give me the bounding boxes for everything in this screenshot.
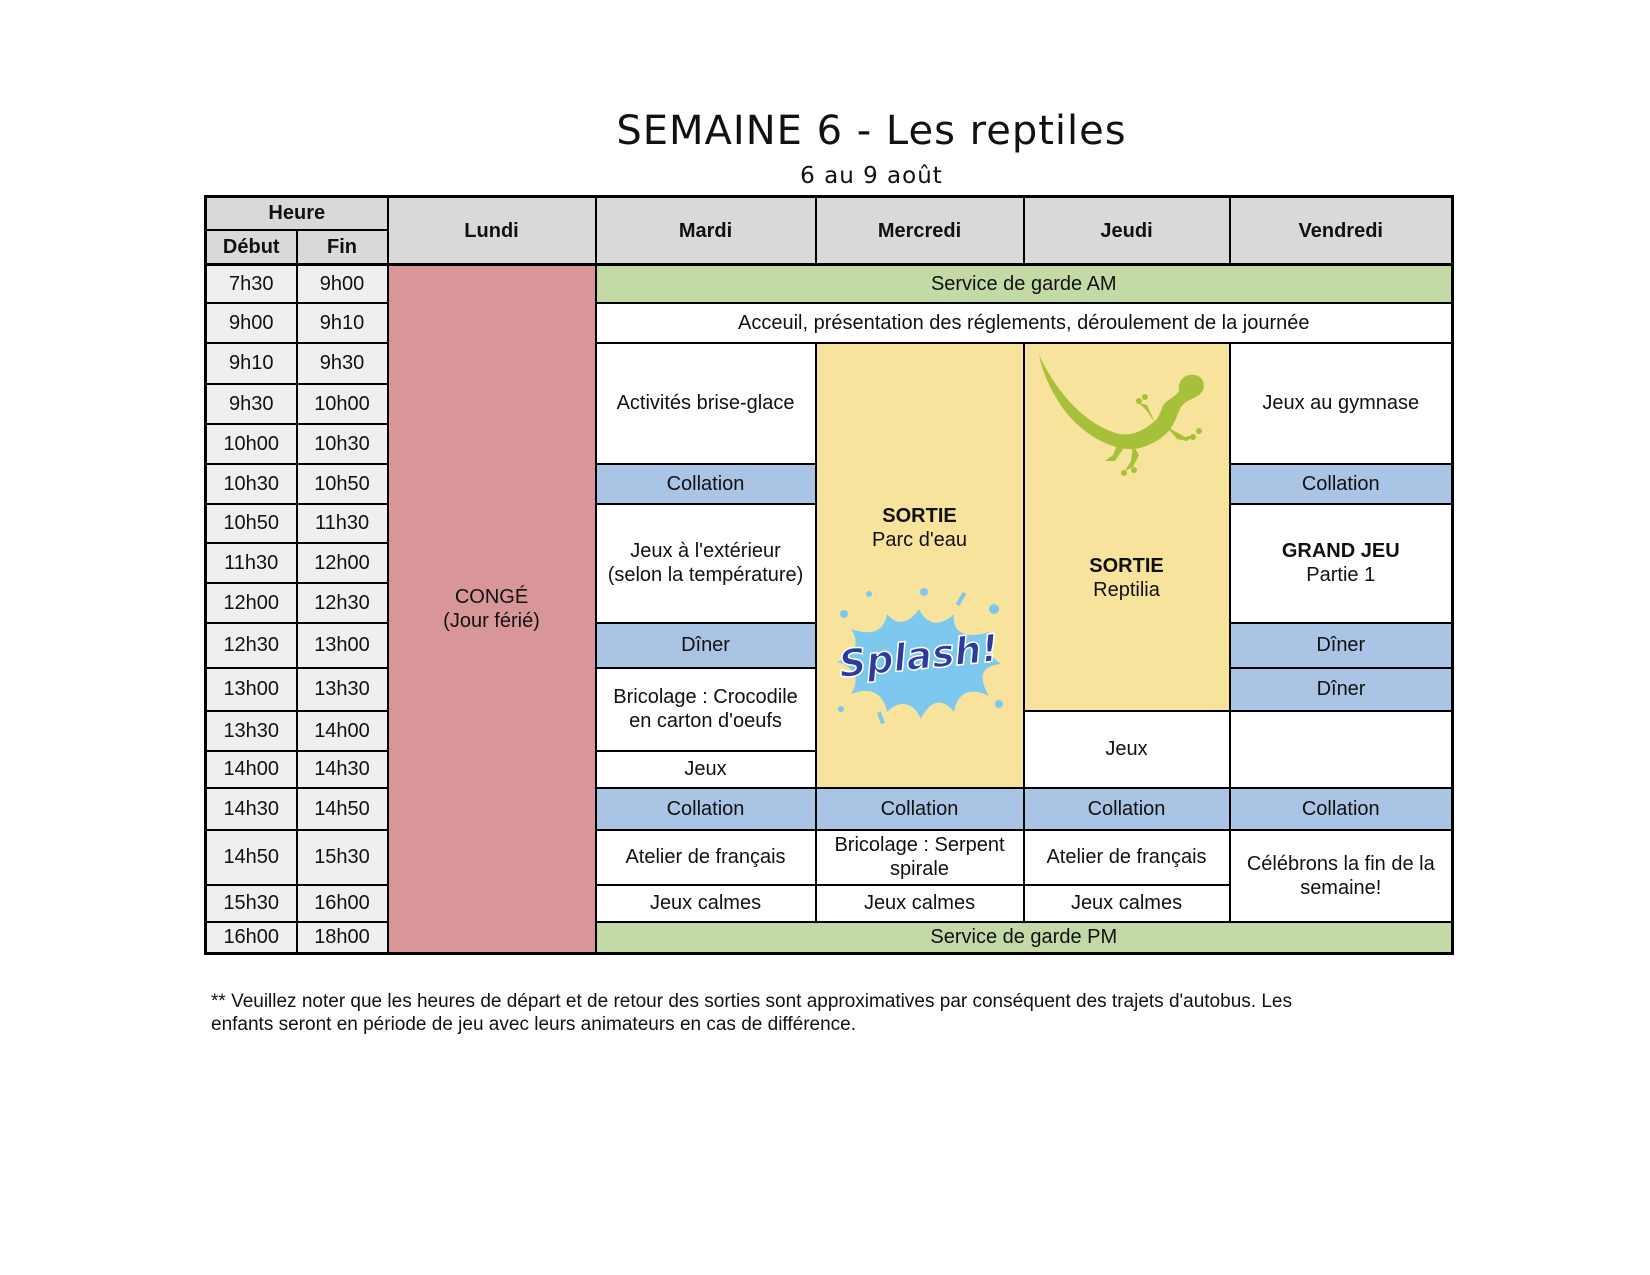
- time-start: 10h30: [206, 464, 297, 504]
- time-end: 10h00: [297, 384, 388, 424]
- mardi-collation-pm-cell: Collation: [596, 788, 816, 830]
- time-end: 14h30: [297, 751, 388, 788]
- gecko-icon: [1035, 349, 1225, 479]
- time-end: 9h10: [297, 303, 388, 343]
- vendredi-fin-line1: Célébrons la fin de la: [1246, 852, 1435, 875]
- time-start: 10h50: [206, 504, 297, 543]
- time-end: 9h30: [297, 343, 388, 384]
- header-debut: Début: [206, 230, 297, 265]
- mardi-exterieur-cell: [596, 504, 816, 623]
- mercredi-sortie-cell: [816, 343, 1024, 788]
- conge-sublabel: (Jour férié): [443, 610, 540, 632]
- time-start: 12h30: [206, 623, 297, 668]
- header-jeudi: Jeudi: [1024, 197, 1230, 265]
- time-end: 15h30: [297, 830, 388, 885]
- vendredi-gymnase-cell: Jeux au gymnase: [1230, 343, 1453, 464]
- time-end: 12h00: [297, 543, 388, 583]
- jeudi-jeux-cell: Jeux: [1024, 711, 1230, 788]
- mardi-jeux-cell: Jeux: [596, 751, 816, 788]
- mercredi-sortie-label: SORTIE: [882, 504, 957, 527]
- splash-text: Splash!: [836, 625, 1001, 686]
- mardi-collation-am-cell: Collation: [596, 464, 816, 504]
- page-subtitle: 6 au 9 août: [800, 163, 943, 189]
- time-start: 14h50: [206, 830, 297, 885]
- time-start: 16h00: [206, 922, 297, 954]
- time-start: 11h30: [206, 543, 297, 583]
- lundi-conge-cell: [388, 265, 596, 954]
- time-start: 15h30: [206, 885, 297, 922]
- grand-jeu-partie: Partie 1: [1306, 564, 1376, 586]
- mardi-exterieur-line1: Jeux à l'extérieur: [630, 540, 781, 562]
- mardi-atelier-cell: Atelier de français: [596, 830, 816, 885]
- mardi-bricolage-cell: [596, 668, 816, 751]
- mercredi-jeux-calmes-cell: Jeux calmes: [816, 885, 1024, 922]
- vendredi-grand-jeu-1-cell: [1230, 504, 1453, 623]
- header-mercredi: Mercredi: [816, 197, 1024, 265]
- vendredi-fin-line2: semaine!: [1300, 876, 1382, 899]
- jeudi-jeux-calmes-cell: Jeux calmes: [1024, 885, 1230, 922]
- service-pm-cell: Service de garde PM: [596, 922, 1453, 954]
- mercredi-collation-pm-cell: Collation: [816, 788, 1024, 830]
- time-start: 9h10: [206, 343, 297, 384]
- mercredi-bricolage-line2: spirale: [890, 858, 949, 880]
- jeudi-collation-pm-cell: Collation: [1024, 788, 1230, 830]
- mercredi-bricolage-line1: Bricolage : Serpent: [834, 834, 1005, 856]
- jeudi-sortie-label: SORTIE: [1089, 554, 1164, 577]
- header-lundi: Lundi: [388, 197, 596, 265]
- time-start: 13h30: [206, 711, 297, 751]
- time-start: 12h00: [206, 583, 297, 623]
- vendredi-collation-am-cell: Collation: [1230, 464, 1453, 504]
- splash-icon: [829, 584, 1009, 724]
- conge-label: CONGÉ: [454, 586, 529, 608]
- page-title: SEMAINE 6 - Les reptiles: [616, 108, 1127, 154]
- jeudi-atelier-cell: Atelier de français: [1024, 830, 1230, 885]
- time-end: 13h00: [297, 623, 388, 668]
- mardi-diner-cell: Dîner: [596, 623, 816, 668]
- header-fin: Fin: [297, 230, 388, 265]
- header-mardi: Mardi: [596, 197, 816, 265]
- mercredi-bricolage-cell: [816, 830, 1024, 885]
- vendredi-collation-pm-cell: Collation: [1230, 788, 1453, 830]
- time-end: 14h50: [297, 788, 388, 830]
- time-end: 10h30: [297, 424, 388, 464]
- header-vendredi: Vendredi: [1230, 197, 1453, 265]
- footnote-line1: ** Veuillez noter que les heures de départ et de retour des sorties sont approximatives par conséquent des trajets d'autobus. Les: [211, 991, 1292, 1012]
- jeudi-diner-cell: Dîner: [1230, 668, 1453, 711]
- header-heure: Heure: [206, 197, 388, 230]
- time-start: 14h00: [206, 751, 297, 788]
- vendredi-fin-cell: [1230, 830, 1453, 922]
- schedule-table: [204, 195, 1454, 955]
- time-start: 7h30: [206, 265, 297, 303]
- time-start: 9h00: [206, 303, 297, 343]
- mardi-exterieur-line2: (selon la température): [607, 564, 804, 586]
- jeudi-sortie-cell: [1024, 343, 1230, 711]
- service-am-cell: Service de garde AM: [596, 265, 1453, 303]
- time-end: 16h00: [297, 885, 388, 922]
- mardi-brise-glace-cell: Activités brise-glace: [596, 343, 816, 464]
- mardi-bricolage-line1: Bricolage : Crocodile: [613, 686, 798, 708]
- time-end: 13h30: [297, 668, 388, 711]
- mercredi-sortie-lieu: Parc d'eau: [872, 528, 968, 551]
- mardi-bricolage-line2: en carton d'oeufs: [629, 710, 782, 732]
- time-end: 11h30: [297, 504, 388, 543]
- accueil-cell: Acceuil, présentation des réglements, déroulement de la journée: [596, 303, 1453, 343]
- footnote: [211, 990, 1451, 1036]
- time-end: 12h30: [297, 583, 388, 623]
- vendredi-diner-cell: Dîner: [1230, 623, 1453, 668]
- time-end: 10h50: [297, 464, 388, 504]
- time-end: 9h00: [297, 265, 388, 303]
- mardi-jeux-calmes-cell: Jeux calmes: [596, 885, 816, 922]
- time-start: 10h00: [206, 424, 297, 464]
- time-end: 18h00: [297, 922, 388, 954]
- time-start: 14h30: [206, 788, 297, 830]
- time-end: 14h00: [297, 711, 388, 751]
- time-start: 13h00: [206, 668, 297, 711]
- footnote-line2: enfants seront en période de jeu avec leurs animateurs en cas de différence.: [211, 1014, 856, 1035]
- grand-jeu-label: GRAND JEU: [1281, 540, 1400, 562]
- time-start: 9h30: [206, 384, 297, 424]
- jeudi-sortie-lieu: Reptilia: [1093, 578, 1160, 601]
